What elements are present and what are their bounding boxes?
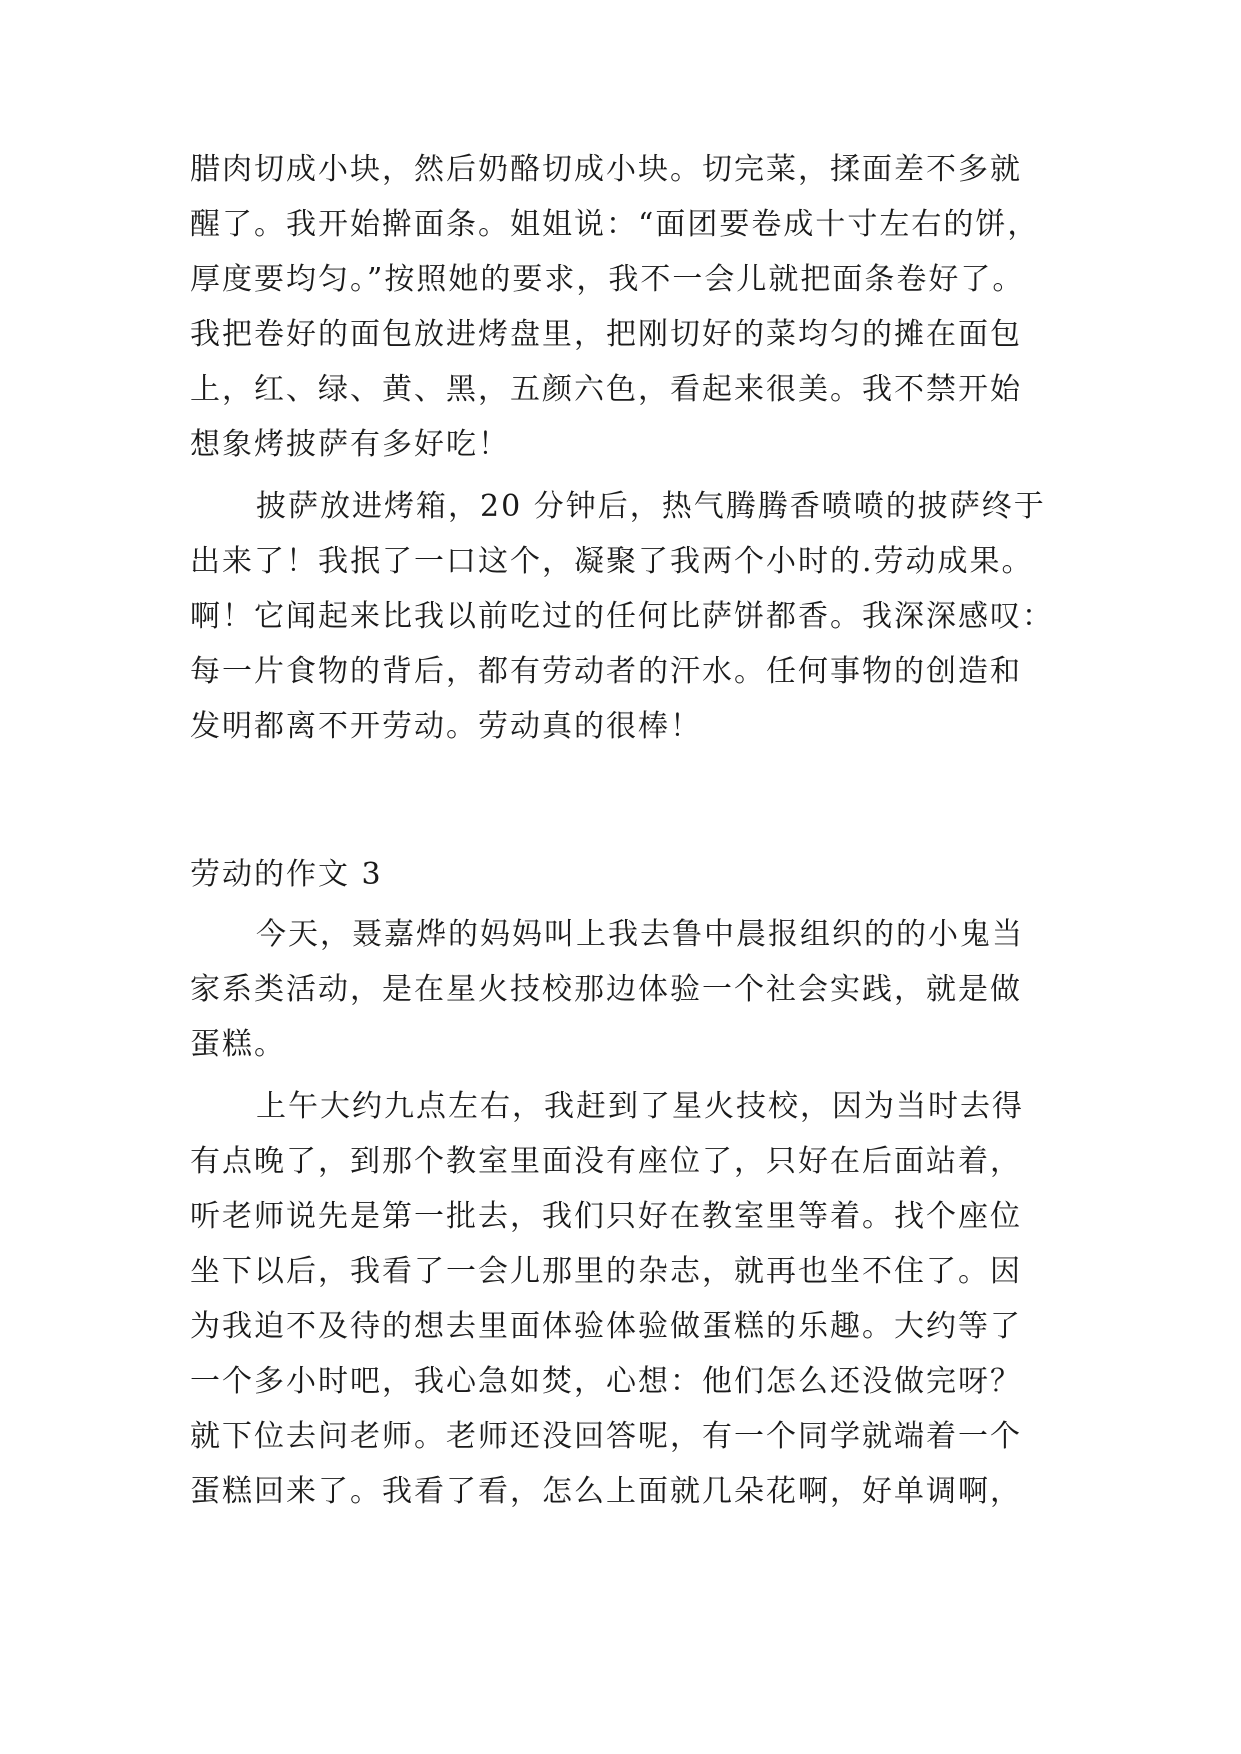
paragraph-4-line-7: 就下位去问老师。老师还没回答呢，有一个同学就端着一个 bbox=[190, 1419, 1022, 1454]
paragraph-4-line-5: 为我迫不及待的想去里面体验体验做蛋糕的乐趣。大约等了 bbox=[190, 1309, 1022, 1344]
paragraph-2-line-2: 出来了！我抿了一口这个，凝聚了我两个小时的.劳动成果。 bbox=[190, 544, 1034, 579]
paragraph-1-line-2: 醒了。我开始擀面条。姐姐说：“面团要卷成十寸左右的饼， bbox=[190, 207, 1040, 242]
paragraph-2-line-5: 发明都离不开劳动。劳动真的很棒！ bbox=[190, 709, 702, 744]
paragraph-2-line-4: 每一片食物的背后，都有劳动者的汗水。任何事物的创造和 bbox=[190, 654, 1022, 689]
paragraph-1-line-1: 腊肉切成小块，然后奶酪切成小块。切完菜，揉面差不多就 bbox=[190, 152, 1022, 187]
paragraph-2-line-1: 披萨放进烤箱，20 分钟后，热气腾腾香喷喷的披萨终于 bbox=[256, 489, 1046, 524]
paragraph-1-line-4: 我把卷好的面包放进烤盘里，把刚切好的菜均匀的摊在面包 bbox=[190, 317, 1022, 352]
paragraph-3-line-1: 今天，聂嘉烨的妈妈叫上我去鲁中晨报组织的的小鬼当 bbox=[256, 917, 1024, 952]
paragraph-3-line-3: 蛋糕。 bbox=[190, 1027, 286, 1062]
paragraph-1-line-5: 上，红、绿、黄、黑，五颜六色，看起来很美。我不禁开始 bbox=[190, 372, 1022, 407]
paragraph-3-line-2: 家系类活动，是在星火技校那边体验一个社会实践，就是做 bbox=[190, 972, 1022, 1007]
paragraph-4-line-6: 一个多小时吧，我心急如焚，心想：他们怎么还没做完呀？ bbox=[190, 1364, 1022, 1399]
paragraph-4-line-2: 有点晚了，到那个教室里面没有座位了，只好在后面站着， bbox=[190, 1144, 1022, 1179]
paragraph-2-line-3: 啊！它闻起来比我以前吃过的任何比萨饼都香。我深深感叹： bbox=[190, 599, 1054, 634]
paragraph-4-line-1: 上午大约九点左右，我赶到了星火技校，因为当时去得 bbox=[256, 1089, 1024, 1124]
paragraph-1-line-3: 厚度要均匀。”按照她的要求，我不一会儿就把面条卷好了。 bbox=[190, 262, 1025, 297]
paragraph-4-line-8: 蛋糕回来了。我看了看，怎么上面就几朵花啊，好单调啊， bbox=[190, 1474, 1022, 1509]
section-title: 劳动的作文 3 bbox=[190, 857, 383, 892]
paragraph-4-line-3: 听老师说先是第一批去，我们只好在教室里等着。找个座位 bbox=[190, 1199, 1022, 1234]
paragraph-4-line-4: 坐下以后，我看了一会儿那里的杂志，就再也坐不住了。因 bbox=[190, 1254, 1022, 1289]
paragraph-1-line-6: 想象烤披萨有多好吃！ bbox=[190, 427, 510, 462]
